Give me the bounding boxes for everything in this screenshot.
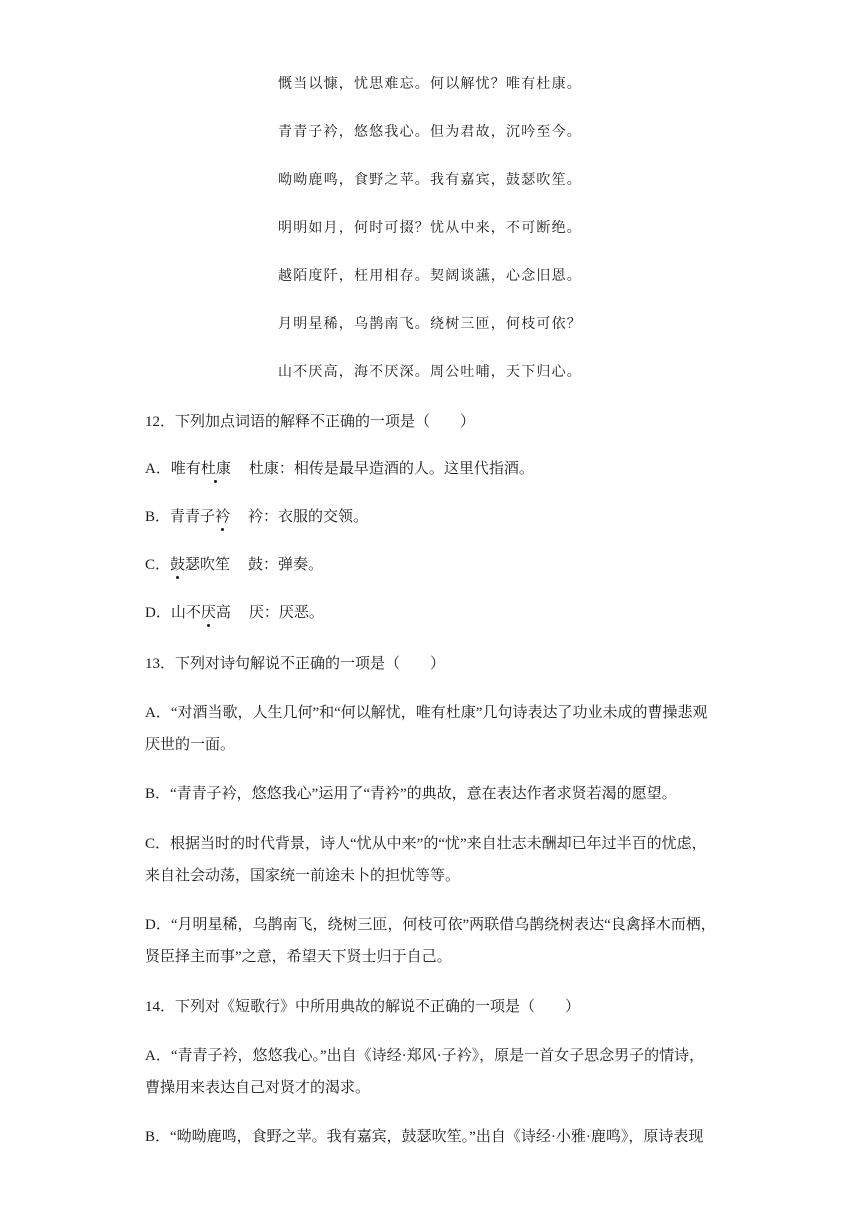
option-phrase-pre: 唯有 bbox=[170, 461, 201, 477]
dotted-word: 衿 bbox=[215, 505, 230, 526]
q12-option-d bbox=[145, 601, 324, 622]
q12-option-b bbox=[145, 505, 368, 526]
option-phrase-post: 高 bbox=[215, 605, 231, 621]
poem-line: 月明星稀，乌鹊南飞。绕树三匝，何枝可依？ bbox=[278, 316, 582, 332]
poem-line: 越陌度阡，枉用相存。契阔谈讌，心念旧恩。 bbox=[278, 268, 582, 284]
q13-option-a-line1: A．“对酒当歌，人生几何”和“何以解忧，唯有杜康”几句诗表达了功业未成的曹操悲观 bbox=[145, 705, 708, 721]
option-explanation: 衿：衣服的交领。 bbox=[248, 509, 369, 525]
poem-line: 山不厌高，海不厌深。周公吐哺，天下归心。 bbox=[278, 364, 582, 380]
q12-option-a bbox=[145, 457, 534, 478]
q13-option-b: B．“青青子衿，悠悠我心”运用了“青衿”的典故，意在表达作者求贤若渴的愿望。 bbox=[145, 786, 677, 802]
question-13-stem: 13．下列对诗句解说不正确的一项是（ ） bbox=[145, 656, 446, 672]
option-letter: A． bbox=[145, 461, 171, 477]
option-explanation: 杜康：相传是最早造酒的人。这里代指酒。 bbox=[248, 461, 534, 477]
q14-option-a-line1: A．“青青子衿，悠悠我心。”出自《诗经·郑风·子衿》，原是一首女子思念男子的情诗， bbox=[145, 1048, 705, 1064]
option-explanation: 鼓：弹奏。 bbox=[248, 557, 324, 573]
poem-line: 呦呦鹿鸣，食野之苹。我有嘉宾，鼓瑟吹笙。 bbox=[278, 172, 582, 188]
option-letter: C． bbox=[145, 557, 171, 573]
question-12-stem: 12．下列加点词语的解释不正确的一项是（ ） bbox=[145, 414, 476, 430]
option-explanation: 厌：厌恶。 bbox=[248, 605, 324, 621]
dotted-word: 厌 bbox=[201, 601, 216, 622]
option-phrase-pre: 青青子 bbox=[170, 509, 216, 525]
q14-option-b-line1: B．“呦呦鹿鸣，食野之苹。我有嘉宾，鼓瑟吹笙。”出自《诗经·小雅·鹿鸣》，原诗表现 bbox=[145, 1129, 704, 1145]
question-14-stem: 14．下列对《短歌行》中所用典故的解说不正确的一项是（ ） bbox=[145, 999, 581, 1015]
q13-option-c-line2: 来自社会动荡，国家统一前途未卜的担忧等等。 bbox=[145, 868, 461, 884]
q12-option-c bbox=[145, 553, 323, 574]
dotted-word: 鼓 bbox=[170, 553, 185, 574]
poem-line: 慨当以慷，忧思难忘。何以解忧？唯有杜康。 bbox=[278, 76, 582, 92]
dotted-word: 杜康 bbox=[201, 457, 231, 478]
option-letter: D． bbox=[145, 605, 171, 621]
q13-option-c-line1: C．根据当时的时代背景，诗人“忧从中来”的“忧”来自壮志未酬却已年过半百的忧虑， bbox=[145, 836, 707, 852]
option-phrase-post: 瑟吹笙 bbox=[185, 557, 231, 573]
q14-option-a-line2: 曹操用来表达自己对贤才的渴求。 bbox=[145, 1080, 371, 1096]
q13-option-a-line2: 厌世的一面。 bbox=[145, 737, 236, 753]
poem-line: 明明如月，何时可掇？忧从中来，不可断绝。 bbox=[278, 220, 582, 236]
option-letter: B． bbox=[145, 509, 171, 525]
q13-option-d-line1: D．“月明星稀，乌鹊南飞，绕树三匝，何枝可依”两联借乌鹊绕树表达“良禽择木而栖， bbox=[145, 917, 716, 933]
q13-option-d-line2: 贤臣择主而事”之意，希望天下贤士归于自己。 bbox=[145, 949, 452, 965]
poem-line: 青青子衿，悠悠我心。但为君故，沉吟至今。 bbox=[278, 124, 582, 140]
option-phrase-pre: 山不 bbox=[170, 605, 201, 621]
